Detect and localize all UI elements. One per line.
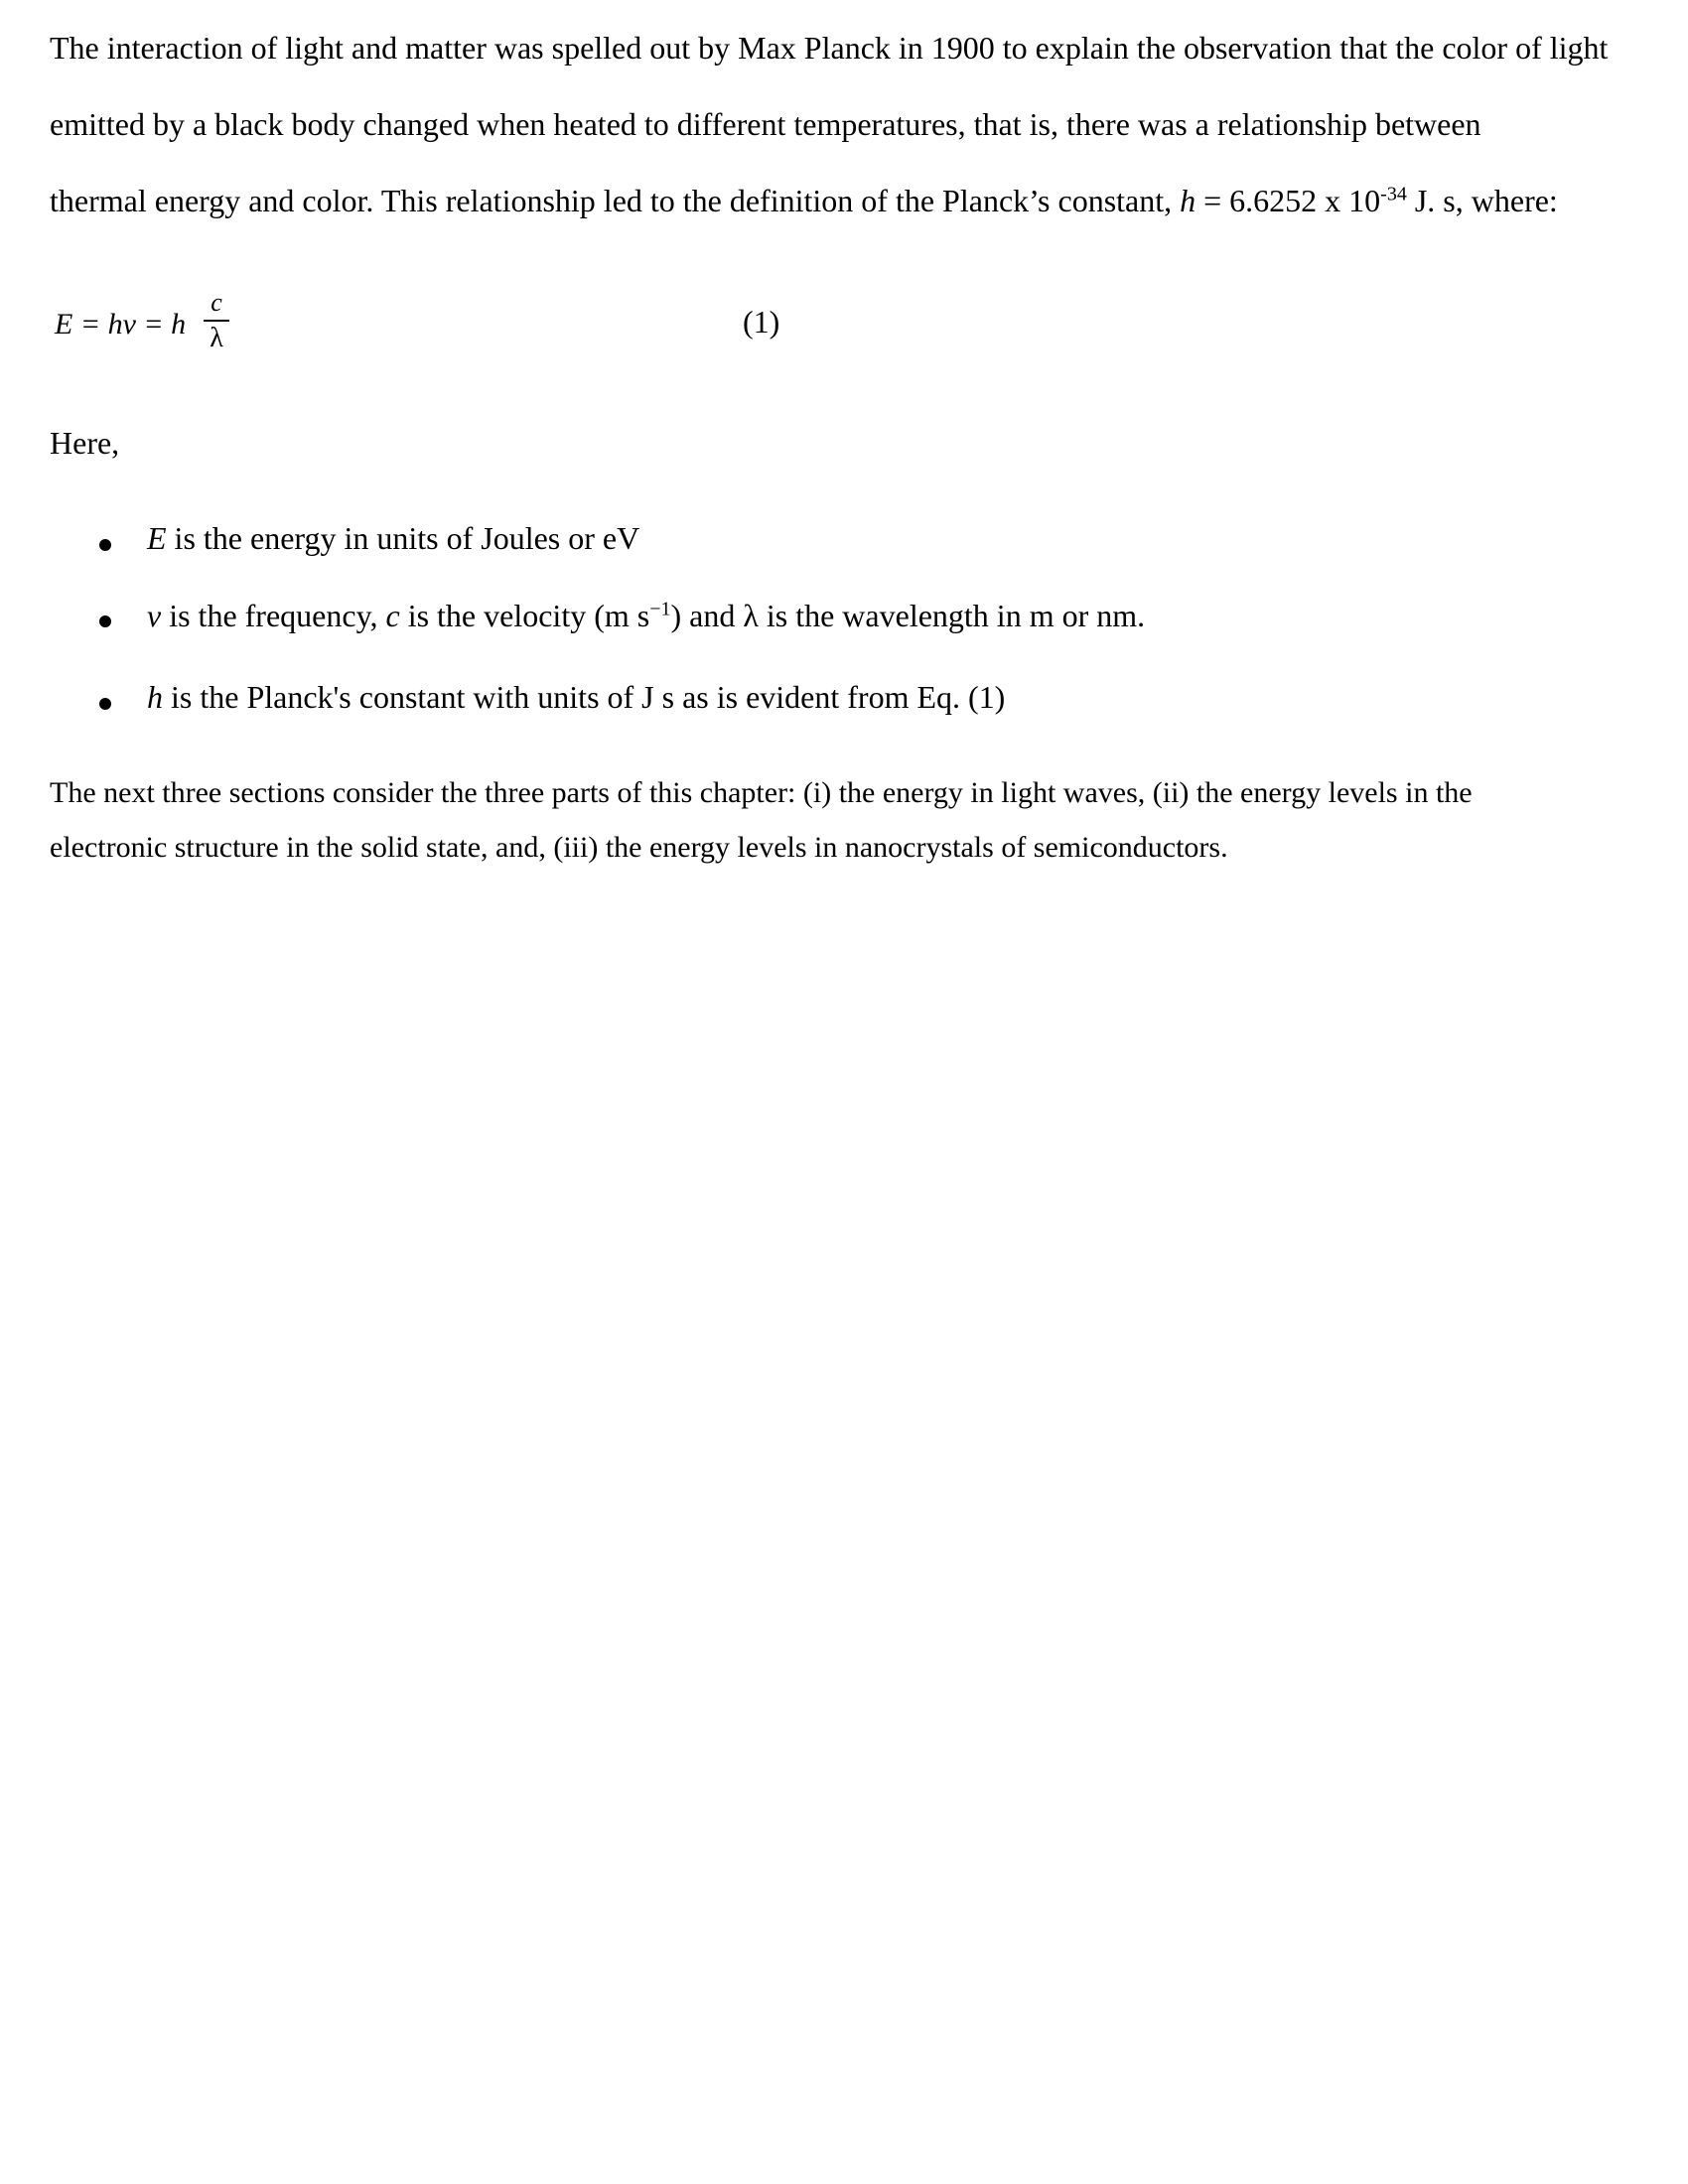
planck-value: = 6.6252 x 10 (1196, 183, 1381, 218)
bullet-icon (99, 615, 111, 627)
var-h: h (147, 679, 163, 715)
var-c: c (385, 598, 400, 633)
bullet-text-frequency (147, 598, 1145, 634)
velocity-exponent: −1 (649, 598, 671, 620)
bullet-text-planck (147, 679, 1005, 716)
sections-line-1: The next three sections consider the three parts of this chapter: (i) the energy in light waves, (ii) the energy levels in the (50, 776, 1473, 809)
frequency-description: is the frequency, (161, 598, 386, 633)
bullet-icon (99, 698, 111, 710)
equation-number: (1) (743, 304, 780, 340)
bullet-text-energy (147, 520, 639, 557)
velocity-description: is the velocity (m s (399, 598, 650, 633)
intro-line-3-end: J. s, where: (1406, 183, 1558, 218)
intro-line-1: The interaction of light and matter was spelled out by Max Planck in 1900 to explain the observation that the color of light (50, 30, 1609, 66)
intro-line-3 (50, 183, 1558, 219)
intro-line-3-text: thermal energy and color. This relationship led to the definition of the Planck’s constant, (50, 183, 1181, 218)
bullet-icon (99, 539, 111, 551)
wavelength-description: ) and λ is the wavelength in m or nm. (670, 598, 1146, 633)
here-label: Here, (50, 425, 120, 461)
energy-description: is the energy in units of Joules or eV (166, 520, 640, 556)
var-nu: ν (147, 598, 162, 633)
fraction-numerator: c (211, 288, 222, 317)
fraction-bar (204, 320, 229, 322)
planck-exponent: -34 (1380, 183, 1407, 205)
planck-description: is the Planck's constant with units of J s as is evident from Eq. (1) (163, 679, 1006, 715)
fraction-denominator: λ (210, 323, 223, 353)
intro-line-2: emitted by a black body changed when heated to different temperatures, that is, there was a relationship between (50, 106, 1481, 142)
equation-fraction (204, 288, 229, 353)
var-e: E (147, 520, 167, 556)
equation-lhs: E = hν = h (55, 308, 187, 341)
planck-symbol: h (1180, 183, 1196, 218)
sections-line-2: electronic structure in the solid state, and, (iii) the energy levels in nanocrystals of semiconductors. (50, 831, 1228, 864)
